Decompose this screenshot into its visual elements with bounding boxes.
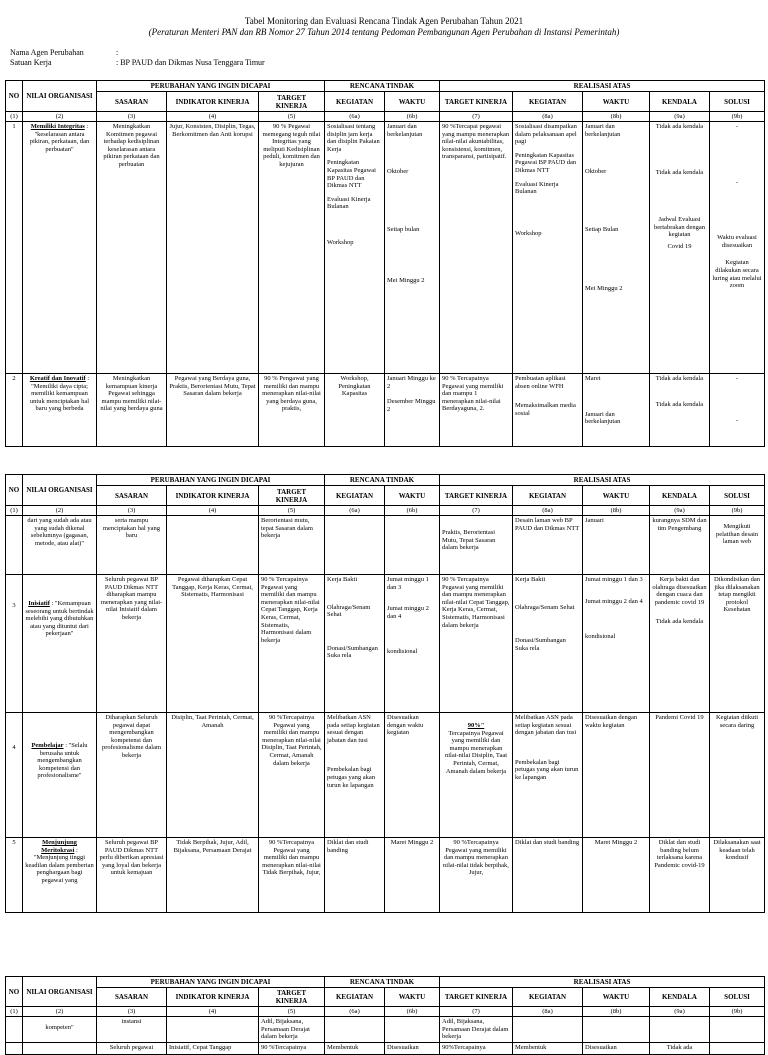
sasaran-cell: Seluruh pegawai BP PAUD Dikmas NTT diharapkan mampu menerapkan yang nilai-nilai Inisiatif dalam bekerja <box>97 575 167 713</box>
kendala-cell <box>650 122 710 374</box>
kegiatan-realisasi-cell <box>513 713 583 838</box>
kegiatan-item: Sosialisasi tentang disiplin jam kerja dan disiplin Pakaian Kerja <box>327 123 380 153</box>
head-no: NO <box>6 475 23 506</box>
kegiatan-item: Pembekalan bagi petugas yang akan turun ke lapangan <box>327 766 376 789</box>
colnum: (9b) <box>710 112 765 122</box>
head-realisasi: REALISASI ATAS <box>440 977 765 988</box>
kegiatan-item: Olahraga/Senam Sehat <box>327 603 371 619</box>
nilai-cell: kompeten" <box>23 1017 97 1043</box>
colnum: (8b) <box>583 1007 650 1017</box>
header-row-top <box>6 475 765 486</box>
kegiatan-item: Donasi/Sumbangan Suka rela <box>515 637 566 652</box>
meta-agen-value: : <box>116 48 119 57</box>
head-kegiatan: KEGIATAN <box>325 988 385 1007</box>
head-nilai: NILAI ORGANISASI <box>23 475 97 506</box>
kegiatan-cell <box>325 713 385 838</box>
head-kegiatan: KEGIATAN <box>325 92 385 112</box>
waktu-cell <box>385 122 440 374</box>
waktu-item: Jumat minggu 2 dan 4 <box>585 597 643 605</box>
head-sasaran: SASARAN <box>97 486 167 506</box>
head-perubahan: PERUBAHAN YANG INGIN DICAPAI <box>97 475 325 486</box>
waktu-item: Oktober <box>387 168 409 176</box>
meta-satker-label: Satuan Kerja <box>10 58 52 67</box>
row-number: 3 <box>6 575 23 713</box>
column-number-row <box>6 1007 765 1017</box>
waktu-cell: Disesuaikan dengan waktu kegiatan <box>385 713 440 838</box>
row-number: 5 <box>6 838 23 913</box>
indikator-cell: Disiplin, Taat Perintah, Cermat, Amanah <box>167 713 259 838</box>
waktu-item: Jumat minggu 1 dan 3 <box>387 576 429 591</box>
header-row-sub <box>6 988 765 1007</box>
colnum: (5) <box>259 112 325 122</box>
waktu-item: Mei Minggu 2 <box>585 285 623 293</box>
colnum: (1) <box>6 506 23 516</box>
head-waktu: WAKTU <box>385 988 440 1007</box>
nilai-cell <box>23 575 97 713</box>
indikator-cell: Jujur, Konsisten, Disiplin, Tegas, Berkomitmen dan Anti korupsi <box>167 122 259 374</box>
kendala-item: Tidak ada kendala <box>655 618 704 626</box>
kegiatan-item: Sosialisasi disampaikan dalam pelaksanaan apel pagi <box>515 123 577 146</box>
target-realisasi-cell: 90 %Tercapainya Pegawai yang memiliki dan mampu menerapkan nilai-nilai tidak berpihak, Jujur, <box>440 838 513 913</box>
nilai-cell <box>23 713 97 838</box>
kegiatan-cell <box>325 575 385 713</box>
colnum: (7) <box>440 112 513 122</box>
head-indikator: INDIKATOR KINERJA <box>167 988 259 1007</box>
head-kegiatan-realisasi: KEGIATAN <box>513 92 583 112</box>
colnum: (6a) <box>325 1007 385 1017</box>
sasaran-cell: Diharapkan Seluruh pegawai dapat mengembangkan kompetensi dan profesionalisme dalam bekerja <box>97 713 167 838</box>
sasaran-cell: Meningkatkan kemampuan kinerja Pegawai sehingga mampu memiliki nilai-nilai yang berdaya guna <box>97 374 167 447</box>
kegiatan-realisasi-cell: Desain laman web BP PAUD dan Dikmas NTT <box>513 516 583 575</box>
kegiatan-realisasi-cell <box>513 374 583 447</box>
target-realisasi-cell: Adil, Bijaksana, Persamaan Derajat dalam bekerja <box>440 1017 513 1043</box>
table-row <box>6 374 765 447</box>
head-waktu-realisasi: WAKTU <box>583 988 650 1007</box>
colnum: (6a) <box>325 506 385 516</box>
head-target-realisasi: TARGET KINERJA <box>440 92 513 112</box>
head-perubahan: PERUBAHAN YANG INGIN DICAPAI <box>97 977 325 988</box>
colnum: (6b) <box>385 506 440 516</box>
solusi-cell: Dilaksanakan saat keadaan telah kondusif <box>710 838 765 913</box>
target-realisasi-cell: 90 % Tercapainya Pegawai yang memiliki dan mampu menerapkan nilai-nilai Cepat Tanggap, Kerja Keras, Cermat, Sistematis, Harmonisasi dalam bekerja <box>440 575 513 713</box>
solusi-cell <box>710 122 765 374</box>
head-rencana: RENCANA TINDAK <box>325 81 440 92</box>
waktu-item: Jumat minggu 1 dan 3 <box>585 576 643 583</box>
kegiatan-item: Peningkatan Kapasitas Pegawai BP PAUD dan Dikmas NTT <box>327 159 376 190</box>
solusi-cell <box>710 374 765 447</box>
nilai-desc: : "Memiliki daya cipta; memiliki kemampuan untuk menciptakan hal baru yang berbeda <box>29 375 90 413</box>
colnum: (7) <box>440 506 513 516</box>
kendala-item: Kerja bakti dan olahraga disesuaikan dengan cuaca dan pandemic covid 19 <box>652 576 707 606</box>
nilai-cell <box>23 838 97 913</box>
nilai-desc: : "keselarasan antara pikiran, perkataan, dan perbuatan" <box>29 123 90 153</box>
head-kendala: KENDALA <box>650 486 710 506</box>
colnum: (9b) <box>710 506 765 516</box>
target-cell: 90 %Tercapainya <box>259 1042 325 1054</box>
table-row <box>6 1042 765 1054</box>
solusi-cell: Mengikuti pelatihan desain laman web <box>710 516 765 575</box>
head-solusi: SOLUSI <box>710 92 765 112</box>
kendala-cell: Tidak ada <box>650 1042 710 1054</box>
waktu-realisasi-cell: Januari <box>583 516 650 575</box>
waktu-cell: Disesuaikan <box>385 1042 440 1054</box>
colnum: (3) <box>97 112 167 122</box>
solusi-item: Kegiatan dilakukan secara luring atau melalui zoom <box>712 259 762 290</box>
waktu-cell: Maret Minggu 2 <box>385 838 440 913</box>
head-no: NO <box>6 81 23 112</box>
indikator-cell: Pegawai diharapkan Cepat Tanggap, Kerja Keras, Cermat, Sistematis, Harmonisasi <box>167 575 259 713</box>
nilai-desc: : "Kemampuan seseorang untuk bertindak melebihi yang dibutuhkan atau yang dituntut dari pekerjaan" <box>25 600 94 638</box>
table-row <box>6 516 765 575</box>
kegiatan-item: Pembuatan aplikasi absen online WFH <box>515 375 566 390</box>
target-cell: Berorientasi mutu, tepat Sasaran dalam bekerja <box>259 516 325 575</box>
kegiatan-item: Kerja Bakti <box>515 576 546 583</box>
waktu-item: Januari Minggu ke 2 <box>387 375 436 390</box>
kendala-cell <box>650 575 710 713</box>
waktu-item: Setiap bulan <box>387 225 420 233</box>
waktu-realisasi-cell <box>583 575 650 713</box>
nilai-name: Kreatif dan Inovatif <box>29 375 86 382</box>
indikator-cell: Inisiatif, Cepat Tanggap <box>167 1042 259 1054</box>
target-cell: 90 % Pegawai memegang teguh nilai Integritas yang meliputi Kedisiplinan peduli, komitmen dan kejujuran <box>259 122 325 374</box>
kegiatan-item: Peningkatan Kapasitas Pegawai BP PAUD dan Dikmas NTT <box>515 151 577 174</box>
colnum: (6b) <box>385 1007 440 1017</box>
colnum: (6a) <box>325 112 385 122</box>
meta-agen-label: Nama Agen Perubahan <box>10 48 84 57</box>
colnum: (2) <box>23 112 97 122</box>
row-number: 4 <box>6 713 23 838</box>
head-no: NO <box>6 977 23 1007</box>
head-nilai: NILAI ORGANISASI <box>23 977 97 1007</box>
head-target: TARGET KINERJA <box>259 92 325 112</box>
waktu-realisasi-cell: Disesuaikan dengan waktu kegiatan <box>583 713 650 838</box>
kendala-cell: kurangnya SDM dan tim Pengembang <box>650 516 710 575</box>
kendala-item: Tidak ada kendala <box>655 375 704 382</box>
table-row <box>6 575 765 713</box>
colnum: (1) <box>6 1007 23 1017</box>
waktu-item: Januari dan berkelanjutan <box>585 410 621 426</box>
kendala-cell: Diklat dan studi banding belum terlaksana karena Pandemic covid-19 <box>650 838 710 913</box>
target-cell: 90 %Tercapainya Pegawai yang memiliki dan mampu menerapkan nilai-nilai Disiplin, Taat Perintah, Cermat, Amanah dalam bekerja <box>259 713 325 838</box>
sasaran-cell: Meningkatkan Komitmen pegawai terhadap kedisiplinan keselarasan antara pikiran perkataan dan perbuatan <box>97 122 167 374</box>
colnum: (6b) <box>385 112 440 122</box>
sasaran-cell: instansi <box>97 1017 167 1043</box>
column-number-row <box>6 112 765 122</box>
solusi-item: Waktu evaluasi disesuaikan <box>717 234 757 249</box>
kegiatan-item: Memaksimalkan media sosial <box>515 402 576 417</box>
colnum: (5) <box>259 1007 325 1017</box>
waktu-realisasi-cell: Maret Minggu 2 <box>583 838 650 913</box>
table-row <box>6 122 765 374</box>
waktu-item: Januari dan berkelanjutan <box>387 123 423 138</box>
colnum: (9a) <box>650 1007 710 1017</box>
kegiatan-realisasi-cell: Membentuk <box>513 1042 583 1054</box>
kegiatan-item: Evaluasi Kinerja Bulanan <box>327 195 371 211</box>
head-realisasi: REALISASI ATAS <box>440 475 765 486</box>
waktu-item: Maret <box>585 375 601 382</box>
target-realisasi-cell: Praktis, Berorientasi Mutu, Tepat Sasaran dalam bekerja <box>440 516 513 575</box>
kegiatan-cell: Membentuk <box>325 1042 385 1054</box>
target-realisasi-cell: 90 % Tercapainya Pegawai yang memiliki dan mampu 1 menerapkan nilai-nilai Berdayaguna, 2. <box>440 374 513 447</box>
head-kegiatan: KEGIATAN <box>325 486 385 506</box>
target-cell: 90 % Tercapainya Pegawai yang memiliki dan mampu menerapkan nilai-nilai Cepat Tanggap, Kerja Keras, Cermat, Sistematis, Harmonisasi dalam bekerja <box>259 575 325 713</box>
kegiatan-realisasi-cell: Diklat dan studi banding <box>513 838 583 913</box>
head-waktu-realisasi: WAKTU <box>583 92 650 112</box>
kegiatan-cell: Diklat dan studi banding <box>325 838 385 913</box>
kendala-item: Tidak ada kendala <box>655 123 704 130</box>
head-waktu-realisasi: WAKTU <box>583 486 650 506</box>
solusi-item: - <box>735 123 739 130</box>
head-sasaran: SASARAN <box>97 92 167 112</box>
row-number: 1 <box>6 122 23 374</box>
colnum: (9a) <box>650 506 710 516</box>
nilai-name: Menjunjung Meritokrasi <box>41 839 77 854</box>
header-row-sub <box>6 92 765 112</box>
head-kendala: KENDALA <box>650 988 710 1007</box>
monitoring-table-3 <box>5 976 765 1055</box>
colnum: (5) <box>259 506 325 516</box>
monitoring-table-1 <box>5 80 765 447</box>
waktu-item: Januari dan berkelanjutan <box>585 123 621 138</box>
meta-agen <box>10 48 118 58</box>
colnum: (8b) <box>583 506 650 516</box>
colnum: (8a) <box>513 1007 583 1017</box>
waktu-item: kondisional <box>387 648 418 656</box>
target-realisasi-cell: 90 %Tercapai pegawai yang mampu menerapkan nilai-nilai akuntabilitas, konsistensi, komitmen, transparansi, partisipatif. <box>440 122 513 374</box>
monitoring-table-2 <box>5 474 765 913</box>
row-number: 2 <box>6 374 23 447</box>
target-cell: Adil, Bijaksana, Persamaan Derajat dalam bekerja <box>259 1017 325 1043</box>
kendala-cell: Pandemi Covid 19 <box>650 713 710 838</box>
head-perubahan: PERUBAHAN YANG INGIN DICAPAI <box>97 81 325 92</box>
target-realisasi-cell: 90%Tercapainya <box>440 1042 513 1054</box>
head-sasaran: SASARAN <box>97 988 167 1007</box>
kegiatan-item: Melibatkan ASN pada setiap kegiatan sesuai dengan jabatan dan tusi <box>327 714 380 744</box>
nilai-name: Memiliki Integritas <box>30 123 85 130</box>
solusi-item: - <box>735 375 739 382</box>
meta-satker <box>10 58 265 68</box>
head-kendala: KENDALA <box>650 92 710 112</box>
document-title: Tabel Monitoring dan Evaluasi Rencana Tindak Agen Perubahan Tahun 2021 <box>244 16 524 26</box>
waktu-item: kondisional <box>585 633 616 641</box>
colnum: (8a) <box>513 112 583 122</box>
solusi-item: - <box>735 416 739 424</box>
table-row <box>6 713 765 838</box>
colnum: (1) <box>6 112 23 122</box>
head-rencana: RENCANA TINDAK <box>325 475 440 486</box>
indikator-cell: Pegawai yang Berdaya guna, Praktis, Berorientasi Mutu, Tepat Sasaran dalam bekerja <box>167 374 259 447</box>
sasaran-cell: Seluruh pegawai <box>97 1042 167 1054</box>
head-waktu: WAKTU <box>385 92 440 112</box>
kendala-item: Covid 19 <box>667 242 692 250</box>
head-target: TARGET KINERJA <box>259 486 325 506</box>
kegiatan-realisasi-cell <box>513 575 583 713</box>
waktu-realisasi-cell <box>583 122 650 374</box>
waktu-item: Setiap Bulan <box>585 225 619 233</box>
head-nilai: NILAI ORGANISASI <box>23 81 97 112</box>
waktu-item: Oktober <box>585 168 607 176</box>
kegiatan-item: Olahraga/Senam Sehat <box>515 603 575 611</box>
target-realisasi-cell: 90%" Tercapainya Pegawai yang memiliki dan mampu menerapkan nilai-nilai Disiplin, Taat Perintah, Cermat, Amanah dalam bekerja <box>440 713 513 838</box>
head-target: TARGET KINERJA <box>259 988 325 1007</box>
waktu-realisasi-cell <box>583 374 650 447</box>
nilai-name: Inisiatif <box>28 600 50 607</box>
sasaran-cell: Seluruh pegawai BP PAUD Dikmas NTT perlu diberikan apresiasi yang loyal dan bekerja untuk kemajuan <box>97 838 167 913</box>
table-row <box>6 838 765 913</box>
nilai-cell <box>23 122 97 374</box>
kegiatan-item: Workshop <box>327 238 354 246</box>
head-solusi: SOLUSI <box>710 486 765 506</box>
sasaran-cell: serta mampu menciptakan hal yang baru <box>97 516 167 575</box>
head-waktu: WAKTU <box>385 486 440 506</box>
colnum: (8a) <box>513 506 583 516</box>
head-solusi: SOLUSI <box>710 988 765 1007</box>
head-realisasi: REALISASI ATAS <box>440 81 765 92</box>
nilai-desc: : "Menjunjung tinggi keadilan dalam pemberian penghargaan bagi pegawai yang <box>25 846 94 884</box>
colnum: (4) <box>167 506 259 516</box>
kegiatan-realisasi-cell <box>513 122 583 374</box>
kendala-item: Tidak ada kendala <box>655 168 704 176</box>
colnum: (4) <box>167 1007 259 1017</box>
head-target-realisasi: TARGET KINERJA <box>440 988 513 1007</box>
waktu-item: Mei Minggu 2 <box>387 277 425 285</box>
waktu-cell <box>385 374 440 447</box>
head-indikator: INDIKATOR KINERJA <box>167 486 259 506</box>
colnum: (3) <box>97 1007 167 1017</box>
nilai-name: Pembelajar <box>31 742 64 749</box>
colnum: (9a) <box>650 112 710 122</box>
kegiatan-item: Donasi/Sumbangan Suka rela <box>327 644 378 660</box>
solusi-item: - <box>735 178 739 186</box>
kendala-cell <box>650 374 710 447</box>
target-cell: 90 % Pengawai yang memiliki dan mampu menerapkan nilai-nilai yang berdaya guna, praktis, <box>259 374 325 447</box>
table-row <box>6 1017 765 1043</box>
head-kegiatan-realisasi: KEGIATAN <box>513 988 583 1007</box>
colnum: (2) <box>23 506 97 516</box>
kegiatan-item: Workshop <box>515 229 542 237</box>
waktu-item: Desember Minggu 2 <box>387 398 436 413</box>
waktu-realisasi-cell: Disesuaikan <box>583 1042 650 1054</box>
colnum: (2) <box>23 1007 97 1017</box>
kegiatan-item: Evaluasi Kinerja Bulanan <box>515 180 559 196</box>
nilai-cell: dari yang sudah ada atau yang sudah dikenal sebelumnya (gagasan, metode, atau alat)" <box>23 516 97 575</box>
waktu-cell <box>385 575 440 713</box>
header-row-sub <box>6 486 765 506</box>
header-row-top <box>6 81 765 92</box>
colnum: (3) <box>97 506 167 516</box>
kendala-item: Tidak ada kendala <box>655 400 704 408</box>
kendala-item: Jadwal Evaluasi bertabrakan dengan kegiatan <box>653 216 706 239</box>
document-subtitle: (Peraturan Menteri PAN dan RB Nomor 27 Tahun 2014 tentang Pedoman Pembangunan Agen Perubahan di Instansi Pemerintah) <box>148 27 620 37</box>
kegiatan-cell <box>325 122 385 374</box>
solusi-cell: Kegiatan diikuti secara daring <box>710 713 765 838</box>
kegiatan-item: Kerja Bakti <box>327 576 358 583</box>
target-cell: 90 %Tercapainya Pegawai yang memiliki dan mampu menerapkan nilai-nilai Tidak Berpihak, Jujur, <box>259 838 325 913</box>
colnum: (9b) <box>710 1007 765 1017</box>
header-row-top <box>6 977 765 988</box>
column-number-row <box>6 506 765 516</box>
nilai-desc: : "Selalu berusaha untuk mengembangkan kompetensi dan profesionalisme" <box>37 742 88 780</box>
kegiatan-cell: Workshop, Peningkatan Kapasitas <box>325 374 385 447</box>
nilai-cell <box>23 374 97 447</box>
colnum: (4) <box>167 112 259 122</box>
head-rencana: RENCANA TINDAK <box>325 977 440 988</box>
kegiatan-item: Pembekalan bagi petugas yang akan turun ke lapangan <box>515 758 579 781</box>
indikator-cell: Tidak Berpihak, Jujur, Adil, Bijaksana, Persamaan Derajat <box>167 838 259 913</box>
colnum: (7) <box>440 1007 513 1017</box>
head-indikator: INDIKATOR KINERJA <box>167 92 259 112</box>
kegiatan-item: Melibatkan ASN pada setiap kegiatan sesuai dengan jabatan dan tusi <box>515 714 577 737</box>
meta-satker-value: : BP PAUD dan Dikmas Nusa Tenggara Timur <box>116 58 265 67</box>
waktu-item: Jumat minggu 2 dan 4 <box>387 605 429 620</box>
head-target-realisasi: TARGET KINERJA <box>440 486 513 506</box>
colnum: (8b) <box>583 112 650 122</box>
head-kegiatan-realisasi: KEGIATAN <box>513 486 583 506</box>
solusi-cell: Dikondisikan dan jika dilaksanakan tetap mengikti protokol Kesehatan <box>710 575 765 713</box>
